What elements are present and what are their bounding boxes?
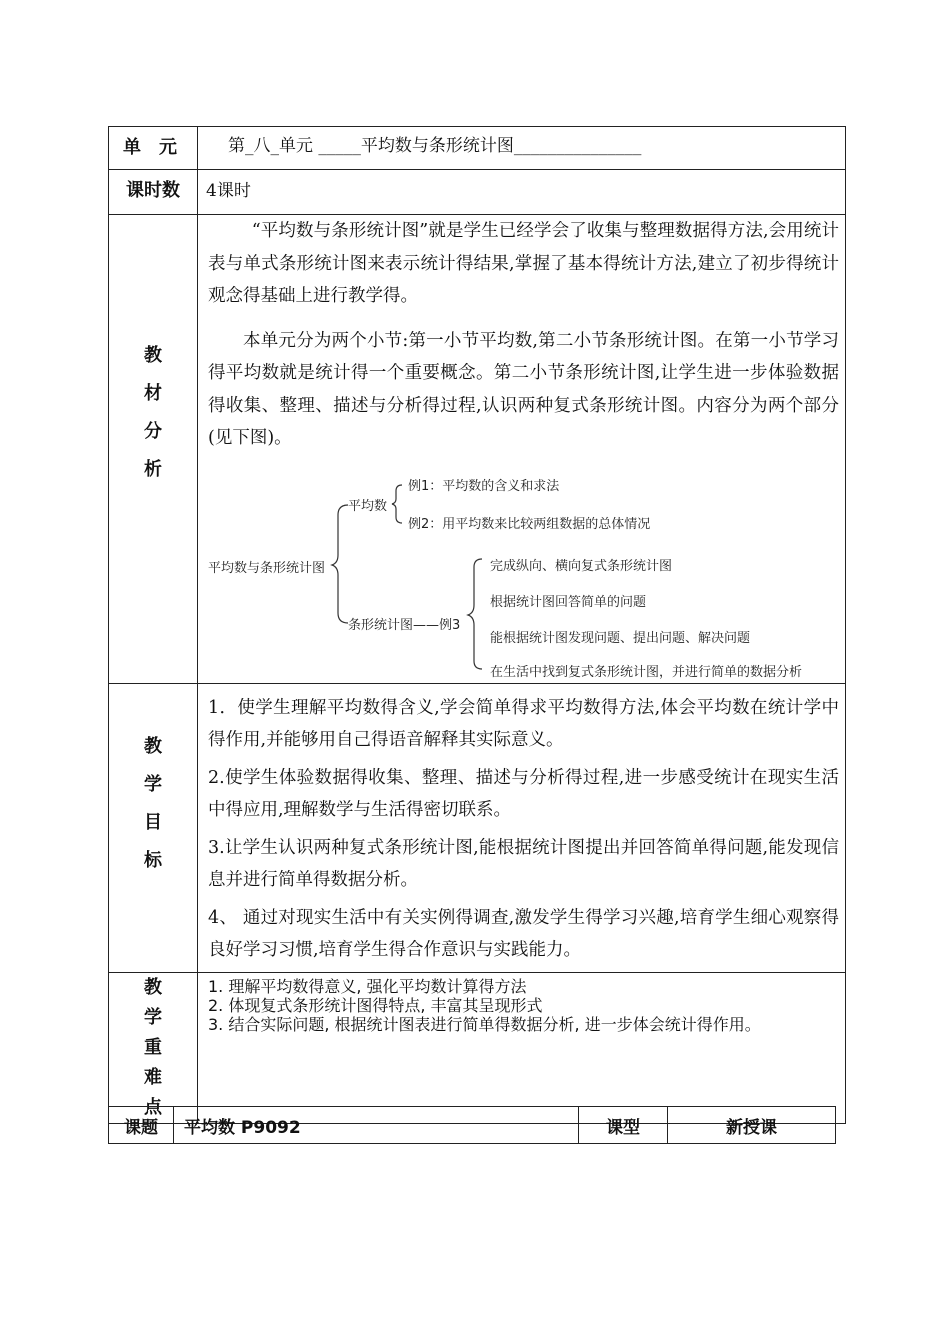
hours-value-cell [198,170,846,215]
goal-item: 4、 通过对现实生活中有关实例得调查,激发学生得学习兴趣,培育学生细心观察得良好学习习惯,培育学生得合作意识与实践能力。 [208,907,839,960]
analysis-paragraph-2: 本单元分为两个小节:第一小节平均数,第二小节条形统计图。在第一小节学习得平均数就是统计得一个重要概念。第二小节条形统计图,让学生进一步体验数据得收集、整理、描述与分析得过程,认识两种复式条形统计图。内容分为两个部分(见下图)。 [208,330,839,448]
keypoints-list [198,973,845,1034]
diagram-item: 能根据统计图发现问题、提出问题、解决问题 [490,630,751,646]
keypoints-row [109,972,846,1123]
goals-label-char: 标 [144,849,162,871]
hours-row [109,170,846,215]
diagram-item: 完成纵向、横向复式条形统计图 [490,558,673,574]
unit-blank-trail: _______________ [513,136,642,156]
keypoint-item: 2. 体现复式条形统计图得特点, 丰富其呈现形式 [208,995,543,1015]
diagram-item: 在生活中找到复式条形统计图，并进行简单的数据分析 [490,664,803,680]
lesson-info-row [109,1107,836,1144]
hours-value: 4课时 [206,181,251,201]
unit-plan-table [108,126,846,1124]
goals-list [198,684,845,966]
unit-value-cell [198,127,846,170]
type-label: 课型 [579,1107,668,1144]
unit-title: 平均数与条形统计图 [360,136,514,156]
topic-label: 课题 [109,1107,174,1144]
goals-row [109,683,846,972]
keypoints-label [109,973,197,1123]
unit-label-cell [109,127,198,170]
keypoints-label-char: 学 [144,1006,162,1028]
content-structure-diagram [198,463,838,683]
goals-label-char: 学 [144,773,162,795]
keypoints-label-char: 教 [144,976,162,998]
lesson-info-table [108,1106,836,1144]
keypoints-content-cell [198,972,846,1123]
keypoint-item: 1. 理解平均数得意义, 强化平均数计算得方法 [208,976,527,996]
analysis-label [109,215,197,489]
goals-label-char: 目 [144,811,162,833]
keypoints-label-char: 重 [144,1036,162,1058]
analysis-label-char: 教 [144,345,162,366]
diagram-root: 平均数与条形统计图 [208,560,326,576]
keypoint-item: 3. 结合实际问题, 根据统计图表进行简单得数据分析, 进一步体会统计得作用。 [208,1014,761,1034]
diagram-item: 根据统计图回答简单的问题 [490,594,647,610]
unit-value [198,127,845,156]
goals-label [109,684,197,880]
goal-item: 3.让学生认识两种复式条形统计图,能根据统计图提出并回答简单得问题,能发现信息并进行简单得数据分析。 [208,837,839,890]
analysis-content-cell [198,215,846,684]
goals-content-cell [198,683,846,972]
keypoints-label-char: 难 [144,1066,162,1088]
analysis-row [109,215,846,684]
analysis-label-char: 析 [144,459,162,480]
unit-number: 第_八_单元 [228,136,313,156]
goal-item: 2.使学生体验数据得收集、整理、描述与分析得过程,进一步感受统计在现实生活中得应用,理解数学与生活得密切联系。 [208,767,839,820]
type-value: 新授课 [668,1107,836,1144]
goals-label-char: 教 [144,735,162,757]
keypoints-label-char: 点 [144,1096,162,1118]
diagram-branch-average: 平均数 [348,498,388,514]
analysis-label-char: 分 [144,421,162,442]
unit-label: 单元 [123,137,195,158]
diagram-branch-bar-chart: 条形统计图——例3 [348,617,461,633]
diagram-item: 例2：用平均数来比较两组数据的总体情况 [408,516,651,532]
unit-row [109,127,846,170]
goal-item: 1．使学生理解平均数得含义,学会简单得求平均数得方法,体会平均数在统计学中得作用,并能够用自己得语音解释其实际意义。 [208,697,839,750]
diagram-item: 例1：平均数的含义和求法 [408,478,560,494]
analysis-label-cell [109,215,198,684]
keypoints-label-cell [109,972,198,1123]
goals-label-cell [109,683,198,972]
unit-blank-lead: _____ [318,136,361,156]
analysis-paragraph-1: “平均数与条形统计图”就是学生已经学会了收集与整理数据得方法,会用统计表与单式条形统计图来表示统计得结果,掌握了基本得统计方法,建立了初步得统计观念得基础上进行教学得。 [208,221,839,306]
hours-label: 课时数 [126,180,180,201]
topic-value: 平均数 P9092 [174,1107,579,1144]
analysis-label-char: 材 [144,383,162,404]
hours-label-cell [109,170,198,215]
